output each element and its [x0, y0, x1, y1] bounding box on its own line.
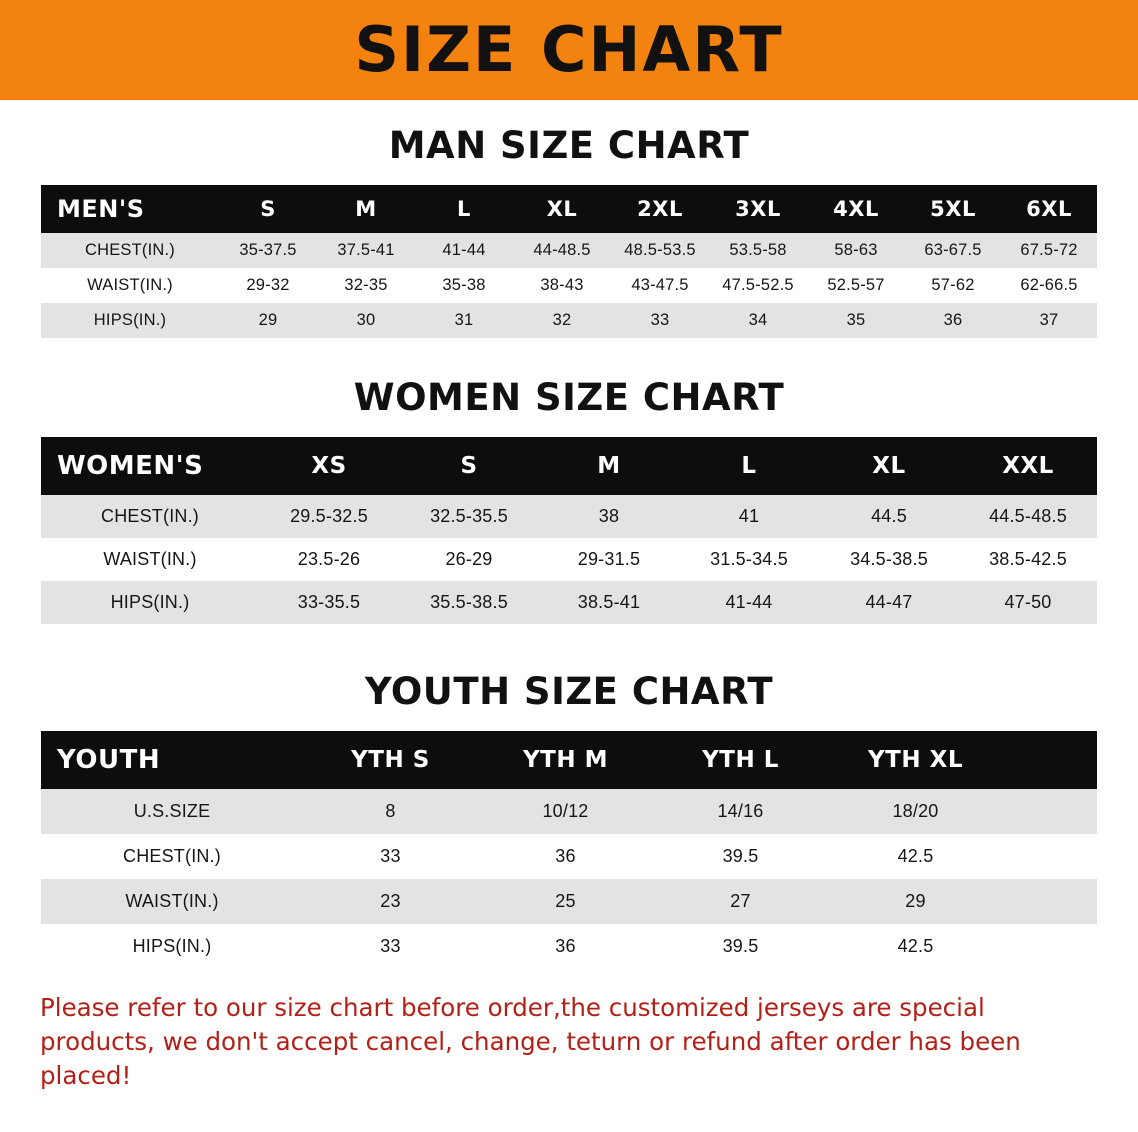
header-cell-size: XL	[513, 185, 611, 233]
cell: 8	[303, 789, 478, 834]
cell: 29.5-32.5	[259, 495, 399, 538]
cell: 41-44	[679, 581, 819, 624]
cell-empty	[1003, 924, 1097, 969]
cell: 63-67.5	[905, 233, 1001, 268]
header-cell-category: YOUTH	[41, 731, 303, 789]
cell: 44-48.5	[513, 233, 611, 268]
youth-section-title: YOUTH SIZE CHART	[364, 670, 774, 713]
cell: 38	[539, 495, 679, 538]
row-label: WAIST(IN.)	[41, 538, 259, 581]
row-label: WAIST(IN.)	[41, 879, 303, 924]
cell: 67.5-72	[1001, 233, 1097, 268]
header-cell-size: YTH S	[303, 731, 478, 789]
cell: 38.5-42.5	[959, 538, 1097, 581]
cell: 36	[478, 924, 653, 969]
cell: 23	[303, 879, 478, 924]
header-cell-size: M	[317, 185, 415, 233]
man-size-table	[41, 185, 1097, 338]
order-notice: Please refer to our size chart before order,the customized jerseys are special products, we don't accept cancel, change, teturn or refund after order has been placed!	[40, 993, 1021, 1090]
cell: 26-29	[399, 538, 539, 581]
cell: 52.5-57	[807, 268, 905, 303]
page-title: SIZE CHART	[354, 13, 784, 86]
table-row	[41, 495, 1097, 538]
cell: 32	[513, 303, 611, 338]
header-cell-size: S	[219, 185, 317, 233]
header-cell-size: 5XL	[905, 185, 1001, 233]
cell: 41	[679, 495, 819, 538]
youth-size-table	[41, 731, 1097, 969]
cell: 57-62	[905, 268, 1001, 303]
row-label: HIPS(IN.)	[41, 924, 303, 969]
header-cell-size: 3XL	[709, 185, 807, 233]
cell: 35-37.5	[219, 233, 317, 268]
cell: 29	[828, 879, 1003, 924]
table-row	[41, 303, 1097, 338]
header-cell-size: 2XL	[611, 185, 709, 233]
cell: 33	[303, 924, 478, 969]
header-cell-size: YTH L	[653, 731, 828, 789]
cell: 47.5-52.5	[709, 268, 807, 303]
table-row	[41, 538, 1097, 581]
cell: 25	[478, 879, 653, 924]
table-row	[41, 834, 1097, 879]
cell: 35-38	[415, 268, 513, 303]
cell: 44.5	[819, 495, 959, 538]
row-label: HIPS(IN.)	[41, 303, 219, 338]
table-row	[41, 233, 1097, 268]
cell-empty	[1003, 834, 1097, 879]
cell: 34	[709, 303, 807, 338]
header-cell-empty	[1003, 731, 1097, 789]
cell: 35.5-38.5	[399, 581, 539, 624]
cell: 39.5	[653, 924, 828, 969]
cell: 44-47	[819, 581, 959, 624]
cell: 34.5-38.5	[819, 538, 959, 581]
cell: 58-63	[807, 233, 905, 268]
cell: 14/16	[653, 789, 828, 834]
cell: 31.5-34.5	[679, 538, 819, 581]
header-cell-size: XL	[819, 437, 959, 495]
row-label: U.S.SIZE	[41, 789, 303, 834]
header-cell-size: 6XL	[1001, 185, 1097, 233]
table-row	[41, 581, 1097, 624]
row-label: WAIST(IN.)	[41, 268, 219, 303]
cell: 36	[478, 834, 653, 879]
cell: 38.5-41	[539, 581, 679, 624]
row-label: CHEST(IN.)	[41, 495, 259, 538]
cell-empty	[1003, 789, 1097, 834]
table-row	[41, 879, 1097, 924]
row-label: CHEST(IN.)	[41, 233, 219, 268]
cell: 33	[303, 834, 478, 879]
cell: 38-43	[513, 268, 611, 303]
man-section-title: MAN SIZE CHART	[388, 124, 750, 167]
table-header-row	[41, 437, 1097, 495]
page-banner	[0, 0, 1138, 100]
cell: 42.5	[828, 924, 1003, 969]
cell: 47-50	[959, 581, 1097, 624]
header-cell-size: 4XL	[807, 185, 905, 233]
women-size-table	[41, 437, 1097, 624]
cell: 30	[317, 303, 415, 338]
cell: 33	[611, 303, 709, 338]
cell: 31	[415, 303, 513, 338]
table-row	[41, 924, 1097, 969]
cell: 29	[219, 303, 317, 338]
cell: 42.5	[828, 834, 1003, 879]
header-cell-size: XXL	[959, 437, 1097, 495]
cell: 43-47.5	[611, 268, 709, 303]
header-cell-size: L	[679, 437, 819, 495]
header-cell-size: M	[539, 437, 679, 495]
header-cell-size: YTH M	[478, 731, 653, 789]
cell: 35	[807, 303, 905, 338]
cell: 48.5-53.5	[611, 233, 709, 268]
table-row	[41, 789, 1097, 834]
row-label: HIPS(IN.)	[41, 581, 259, 624]
cell: 32.5-35.5	[399, 495, 539, 538]
cell: 23.5-26	[259, 538, 399, 581]
table-header-row	[41, 731, 1097, 789]
cell: 37	[1001, 303, 1097, 338]
cell: 18/20	[828, 789, 1003, 834]
table-row	[41, 268, 1097, 303]
cell: 62-66.5	[1001, 268, 1097, 303]
cell: 33-35.5	[259, 581, 399, 624]
cell: 36	[905, 303, 1001, 338]
cell: 41-44	[415, 233, 513, 268]
cell: 44.5-48.5	[959, 495, 1097, 538]
women-section-title: WOMEN SIZE CHART	[353, 376, 785, 419]
cell: 29-31.5	[539, 538, 679, 581]
row-label: CHEST(IN.)	[41, 834, 303, 879]
header-cell-size: L	[415, 185, 513, 233]
cell: 29-32	[219, 268, 317, 303]
cell: 37.5-41	[317, 233, 415, 268]
header-cell-category: MEN'S	[41, 185, 219, 233]
header-cell-size: XS	[259, 437, 399, 495]
cell: 10/12	[478, 789, 653, 834]
cell: 39.5	[653, 834, 828, 879]
cell: 27	[653, 879, 828, 924]
cell: 53.5-58	[709, 233, 807, 268]
cell-empty	[1003, 879, 1097, 924]
cell: 32-35	[317, 268, 415, 303]
table-header-row	[41, 185, 1097, 233]
header-cell-size: S	[399, 437, 539, 495]
header-cell-category: WOMEN'S	[41, 437, 259, 495]
header-cell-size: YTH XL	[828, 731, 1003, 789]
